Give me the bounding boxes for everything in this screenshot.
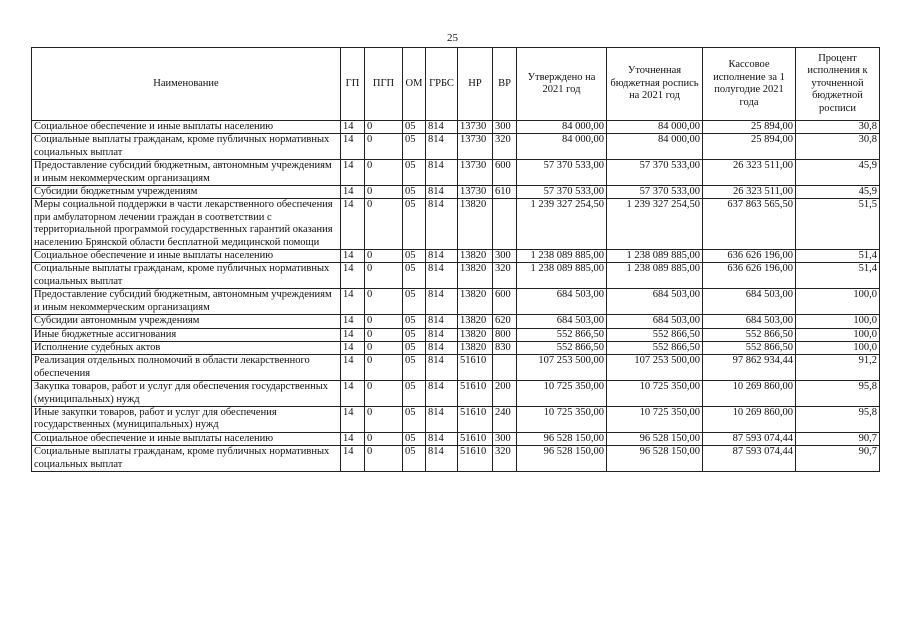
cell-revised: 552 866,50 [607, 328, 703, 341]
table-row [32, 186, 880, 199]
cell-percent: 51,4 [796, 250, 880, 263]
cell-revised: 684 503,00 [607, 315, 703, 328]
cell-gp: 14 [341, 446, 365, 472]
cell-ppgp: 0 [365, 446, 403, 472]
table-row [32, 315, 880, 328]
cell-approved: 107 253 500,00 [517, 355, 607, 381]
cell-gp: 14 [341, 315, 365, 328]
header-np: НР [458, 48, 493, 121]
cell-ppgp: 0 [365, 289, 403, 315]
cell-vr [493, 199, 517, 250]
cell-vr [493, 355, 517, 381]
cell-grbs: 814 [426, 121, 458, 134]
cell-name: Социальные выплаты гражданам, кроме публичных нормативных социальных выплат [32, 263, 341, 289]
cell-percent: 51,5 [796, 199, 880, 250]
cell-cash: 10 269 860,00 [703, 406, 796, 432]
cell-om: 05 [403, 328, 426, 341]
cell-cash: 97 862 934,44 [703, 355, 796, 381]
cell-om: 05 [403, 315, 426, 328]
cell-ppgp: 0 [365, 406, 403, 432]
cell-revised: 107 253 500,00 [607, 355, 703, 381]
header-grbs: ГРБС [426, 48, 458, 121]
header-revised: Уточненная бюджетная роспись на 2021 год [607, 48, 703, 121]
cell-name: Субсидии автономным учреждениям [32, 315, 341, 328]
table-row [32, 355, 880, 381]
cell-om: 05 [403, 134, 426, 160]
header-name: Наименование [32, 48, 341, 121]
cell-grbs: 814 [426, 289, 458, 315]
cell-np: 13730 [458, 160, 493, 186]
cell-name: Исполнение судебных актов [32, 341, 341, 354]
cell-gp: 14 [341, 263, 365, 289]
cell-om: 05 [403, 381, 426, 407]
cell-om: 05 [403, 341, 426, 354]
table-row [32, 432, 880, 445]
table-header-row [32, 48, 880, 121]
cell-gp: 14 [341, 160, 365, 186]
cell-percent: 30,8 [796, 134, 880, 160]
cell-grbs: 814 [426, 381, 458, 407]
table-row [32, 121, 880, 134]
cell-vr: 600 [493, 289, 517, 315]
cell-percent: 51,4 [796, 263, 880, 289]
cell-grbs: 814 [426, 250, 458, 263]
cell-name: Иные закупки товаров, работ и услуг для обеспечения государственных (муниципальных) нужд [32, 406, 341, 432]
table-row [32, 263, 880, 289]
header-om: ОМ [403, 48, 426, 121]
header-vr: ВР [493, 48, 517, 121]
cell-revised: 96 528 150,00 [607, 432, 703, 445]
cell-cash: 684 503,00 [703, 289, 796, 315]
cell-np: 51610 [458, 406, 493, 432]
cell-grbs: 814 [426, 432, 458, 445]
cell-cash: 25 894,00 [703, 121, 796, 134]
cell-revised: 84 000,00 [607, 134, 703, 160]
cell-cash: 636 626 196,00 [703, 250, 796, 263]
table-row [32, 341, 880, 354]
cell-ppgp: 0 [365, 381, 403, 407]
cell-vr: 830 [493, 341, 517, 354]
cell-cash: 26 323 511,00 [703, 186, 796, 199]
cell-grbs: 814 [426, 134, 458, 160]
cell-percent: 45,9 [796, 160, 880, 186]
cell-vr: 600 [493, 160, 517, 186]
cell-np: 51610 [458, 432, 493, 445]
cell-revised: 1 238 089 885,00 [607, 263, 703, 289]
page-number: 25 [447, 32, 458, 44]
cell-cash: 26 323 511,00 [703, 160, 796, 186]
cell-ppgp: 0 [365, 121, 403, 134]
cell-percent: 45,9 [796, 186, 880, 199]
cell-np: 51610 [458, 381, 493, 407]
cell-grbs: 814 [426, 341, 458, 354]
cell-percent: 100,0 [796, 315, 880, 328]
cell-cash: 684 503,00 [703, 315, 796, 328]
cell-vr: 240 [493, 406, 517, 432]
cell-gp: 14 [341, 381, 365, 407]
cell-ppgp: 0 [365, 328, 403, 341]
cell-vr: 300 [493, 250, 517, 263]
cell-name: Субсидии бюджетным учреждениям [32, 186, 341, 199]
cell-percent: 95,8 [796, 381, 880, 407]
cell-approved: 96 528 150,00 [517, 432, 607, 445]
cell-np: 51610 [458, 446, 493, 472]
cell-vr: 300 [493, 121, 517, 134]
cell-percent: 95,8 [796, 406, 880, 432]
cell-gp: 14 [341, 432, 365, 445]
cell-cash: 552 866,50 [703, 328, 796, 341]
cell-gp: 14 [341, 289, 365, 315]
cell-vr: 320 [493, 263, 517, 289]
cell-name: Социальное обеспечение и иные выплаты населению [32, 432, 341, 445]
cell-ppgp: 0 [365, 134, 403, 160]
cell-approved: 96 528 150,00 [517, 446, 607, 472]
cell-approved: 684 503,00 [517, 315, 607, 328]
cell-om: 05 [403, 432, 426, 445]
cell-om: 05 [403, 446, 426, 472]
cell-om: 05 [403, 160, 426, 186]
table-row [32, 381, 880, 407]
cell-vr: 620 [493, 315, 517, 328]
cell-np: 13730 [458, 186, 493, 199]
cell-cash: 636 626 196,00 [703, 263, 796, 289]
cell-om: 05 [403, 199, 426, 250]
cell-grbs: 814 [426, 186, 458, 199]
cell-ppgp: 0 [365, 160, 403, 186]
cell-percent: 91,2 [796, 355, 880, 381]
cell-cash: 87 593 074,44 [703, 446, 796, 472]
cell-approved: 684 503,00 [517, 289, 607, 315]
cell-gp: 14 [341, 341, 365, 354]
cell-name: Социальное обеспечение и иные выплаты населению [32, 250, 341, 263]
cell-cash: 552 866,50 [703, 341, 796, 354]
cell-gp: 14 [341, 199, 365, 250]
table-row [32, 134, 880, 160]
cell-om: 05 [403, 250, 426, 263]
cell-cash: 25 894,00 [703, 134, 796, 160]
cell-vr: 610 [493, 186, 517, 199]
cell-np: 51610 [458, 355, 493, 381]
cell-revised: 684 503,00 [607, 289, 703, 315]
cell-ppgp: 0 [365, 250, 403, 263]
cell-cash: 10 269 860,00 [703, 381, 796, 407]
cell-cash: 87 593 074,44 [703, 432, 796, 445]
cell-om: 05 [403, 355, 426, 381]
cell-np: 13820 [458, 328, 493, 341]
cell-gp: 14 [341, 355, 365, 381]
cell-om: 05 [403, 289, 426, 315]
cell-name: Предоставление субсидий бюджетным, автономным учреждениям и иным некоммерческим организациям [32, 289, 341, 315]
table-row [32, 289, 880, 315]
cell-gp: 14 [341, 406, 365, 432]
cell-ppgp: 0 [365, 432, 403, 445]
cell-revised: 57 370 533,00 [607, 186, 703, 199]
cell-name: Меры социальной поддержки в части лекарственного обеспечения при амбулаторном лечении граждан в соответствии с территориальной программой государственных гарантий оказания населению Брянской области бесплатной медицинской помощи [32, 199, 341, 250]
cell-name: Реализация отдельных полномочий в области лекарственного обеспечения [32, 355, 341, 381]
cell-vr: 320 [493, 134, 517, 160]
header-ppgp: ПГП [365, 48, 403, 121]
cell-grbs: 814 [426, 446, 458, 472]
header-percent: Процент исполнения к уточненной бюджетной росписи [796, 48, 880, 121]
table-body [32, 121, 880, 472]
cell-ppgp: 0 [365, 355, 403, 381]
cell-gp: 14 [341, 134, 365, 160]
cell-approved: 84 000,00 [517, 134, 607, 160]
cell-ppgp: 0 [365, 315, 403, 328]
cell-approved: 552 866,50 [517, 328, 607, 341]
cell-revised: 96 528 150,00 [607, 446, 703, 472]
cell-grbs: 814 [426, 406, 458, 432]
cell-grbs: 814 [426, 328, 458, 341]
cell-approved: 10 725 350,00 [517, 406, 607, 432]
cell-np: 13730 [458, 121, 493, 134]
cell-vr: 300 [493, 432, 517, 445]
cell-cash: 637 863 565,50 [703, 199, 796, 250]
cell-gp: 14 [341, 250, 365, 263]
cell-grbs: 814 [426, 160, 458, 186]
cell-np: 13820 [458, 341, 493, 354]
cell-percent: 100,0 [796, 289, 880, 315]
cell-np: 13820 [458, 289, 493, 315]
cell-vr: 800 [493, 328, 517, 341]
cell-np: 13820 [458, 199, 493, 250]
cell-ppgp: 0 [365, 341, 403, 354]
cell-name: Иные бюджетные ассигнования [32, 328, 341, 341]
cell-revised: 57 370 533,00 [607, 160, 703, 186]
cell-approved: 1 238 089 885,00 [517, 250, 607, 263]
cell-om: 05 [403, 263, 426, 289]
cell-np: 13820 [458, 315, 493, 328]
cell-om: 05 [403, 186, 426, 199]
cell-approved: 84 000,00 [517, 121, 607, 134]
cell-name: Закупка товаров, работ и услуг для обеспечения государственных (муниципальных) нужд [32, 381, 341, 407]
cell-approved: 10 725 350,00 [517, 381, 607, 407]
header-cash: Кассовое исполнение за 1 полугодие 2021 года [703, 48, 796, 121]
cell-percent: 90,7 [796, 446, 880, 472]
cell-name: Социальные выплаты гражданам, кроме публичных нормативных социальных выплат [32, 134, 341, 160]
header-approved: Утверждено на 2021 год [517, 48, 607, 121]
cell-approved: 1 238 089 885,00 [517, 263, 607, 289]
cell-vr: 200 [493, 381, 517, 407]
cell-revised: 552 866,50 [607, 341, 703, 354]
table-row [32, 328, 880, 341]
table-row [32, 160, 880, 186]
cell-grbs: 814 [426, 315, 458, 328]
cell-grbs: 814 [426, 263, 458, 289]
cell-revised: 1 238 089 885,00 [607, 250, 703, 263]
cell-percent: 90,7 [796, 432, 880, 445]
header-gp: ГП [341, 48, 365, 121]
cell-revised: 84 000,00 [607, 121, 703, 134]
cell-name: Социальные выплаты гражданам, кроме публичных нормативных социальных выплат [32, 446, 341, 472]
budget-execution-table [31, 47, 880, 472]
cell-om: 05 [403, 121, 426, 134]
cell-grbs: 814 [426, 199, 458, 250]
table-row [32, 250, 880, 263]
cell-percent: 30,8 [796, 121, 880, 134]
cell-revised: 10 725 350,00 [607, 406, 703, 432]
cell-gp: 14 [341, 121, 365, 134]
cell-ppgp: 0 [365, 199, 403, 250]
cell-revised: 10 725 350,00 [607, 381, 703, 407]
cell-vr: 320 [493, 446, 517, 472]
cell-np: 13730 [458, 134, 493, 160]
cell-gp: 14 [341, 186, 365, 199]
cell-revised: 1 239 327 254,50 [607, 199, 703, 250]
cell-np: 13820 [458, 263, 493, 289]
cell-percent: 100,0 [796, 328, 880, 341]
cell-approved: 1 239 327 254,50 [517, 199, 607, 250]
cell-ppgp: 0 [365, 186, 403, 199]
cell-gp: 14 [341, 328, 365, 341]
cell-approved: 57 370 533,00 [517, 186, 607, 199]
cell-approved: 57 370 533,00 [517, 160, 607, 186]
cell-percent: 100,0 [796, 341, 880, 354]
cell-grbs: 814 [426, 355, 458, 381]
cell-name: Социальное обеспечение и иные выплаты населению [32, 121, 341, 134]
cell-ppgp: 0 [365, 263, 403, 289]
cell-om: 05 [403, 406, 426, 432]
cell-name: Предоставление субсидий бюджетным, автономным учреждениям и иным некоммерческим организациям [32, 160, 341, 186]
table-row [32, 446, 880, 472]
table-row [32, 406, 880, 432]
cell-approved: 552 866,50 [517, 341, 607, 354]
cell-np: 13820 [458, 250, 493, 263]
table-row [32, 199, 880, 250]
